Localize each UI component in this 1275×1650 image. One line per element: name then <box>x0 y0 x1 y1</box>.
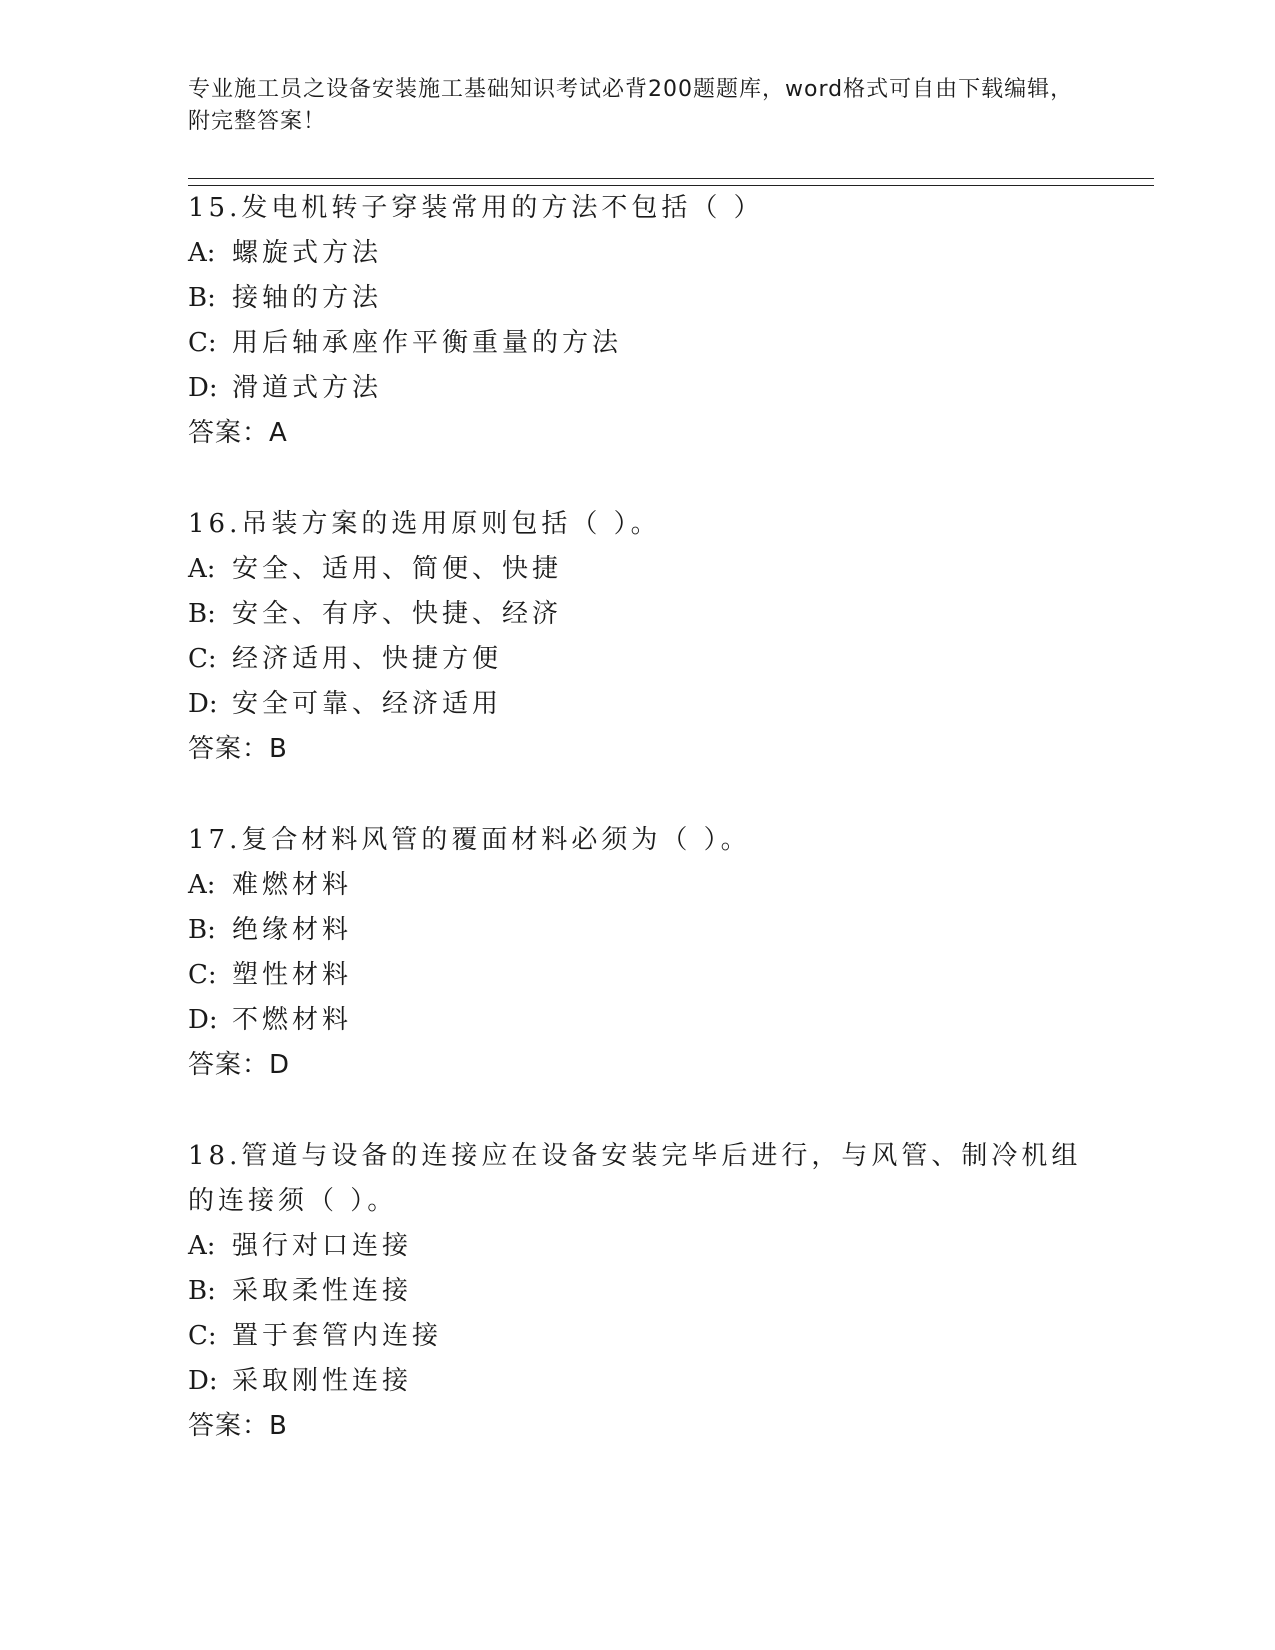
option-a <box>188 231 1088 276</box>
option-b <box>188 908 1088 953</box>
option-b <box>188 592 1088 637</box>
option-letter: A: <box>188 1231 216 1261</box>
option-letter: B: <box>188 915 216 945</box>
option-letter: B: <box>188 283 216 313</box>
option-letter: A: <box>188 870 216 900</box>
question-16 <box>188 502 1088 772</box>
question-stem: 18.管道与设备的连接应在设备安装完毕后进行，与风管、制冷机组的连接须（ ）。 <box>188 1141 1082 1216</box>
option-text: 采取柔性连接 <box>232 1276 413 1306</box>
option-b <box>188 1269 1088 1314</box>
option-letter: D: <box>188 373 218 403</box>
option-letter: D: <box>188 1005 218 1035</box>
question-stem: 16.吊装方案的选用原则包括（ ）。 <box>188 509 661 539</box>
option-a <box>188 863 1088 908</box>
option-c <box>188 1314 1088 1359</box>
option-text: 难燃材料 <box>232 870 353 900</box>
option-text: 安全可靠、经济适用 <box>232 689 503 719</box>
option-text: 经济适用、快捷方便 <box>232 644 503 674</box>
option-a <box>188 547 1088 592</box>
question-stem: 15.发电机转子穿装常用的方法不包括（ ） <box>188 193 764 223</box>
option-c <box>188 321 1088 366</box>
answer-line: 答案：B <box>188 734 288 764</box>
option-text: 用后轴承座作平衡重量的方法 <box>232 328 623 358</box>
option-d <box>188 366 1088 411</box>
option-text: 滑道式方法 <box>232 373 383 403</box>
option-text: 置于套管内连接 <box>232 1321 443 1351</box>
question-stem: 17.复合材料风管的覆面材料必须为（ ）。 <box>188 825 751 855</box>
option-d <box>188 1359 1088 1404</box>
answer-line: 答案：D <box>188 1050 291 1080</box>
option-b <box>188 276 1088 321</box>
option-letter: A: <box>188 238 216 268</box>
option-letter: C: <box>188 1321 217 1351</box>
question-18 <box>188 1134 1088 1449</box>
option-letter: C: <box>188 960 217 990</box>
header-divider <box>188 178 1154 186</box>
option-letter: B: <box>188 599 216 629</box>
option-text: 安全、适用、简便、快捷 <box>232 554 563 584</box>
option-letter: B: <box>188 1276 216 1306</box>
option-text: 塑性材料 <box>232 960 353 990</box>
document-header: 专业施工员之设备安装施工基础知识考试必背200题题库，word格式可自由下载编辑，附完整答案！ <box>188 77 1074 134</box>
answer-line: 答案：A <box>188 418 288 448</box>
option-text: 采取刚性连接 <box>232 1366 413 1396</box>
question-17 <box>188 818 1088 1088</box>
option-text: 安全、有序、快捷、经济 <box>232 599 563 629</box>
option-text: 绝缘材料 <box>232 915 353 945</box>
option-letter: C: <box>188 328 217 358</box>
option-d <box>188 682 1088 727</box>
option-text: 接轴的方法 <box>232 283 383 313</box>
option-letter: D: <box>188 689 218 719</box>
option-text: 强行对口连接 <box>232 1231 413 1261</box>
option-letter: A: <box>188 554 216 584</box>
question-15 <box>188 186 1088 456</box>
option-letter: D: <box>188 1366 218 1396</box>
option-d <box>188 998 1088 1043</box>
option-text: 螺旋式方法 <box>232 238 383 268</box>
option-c <box>188 953 1088 998</box>
option-text: 不燃材料 <box>232 1005 353 1035</box>
option-c <box>188 637 1088 682</box>
option-letter: C: <box>188 644 217 674</box>
answer-line: 答案：B <box>188 1411 288 1441</box>
option-a <box>188 1224 1088 1269</box>
